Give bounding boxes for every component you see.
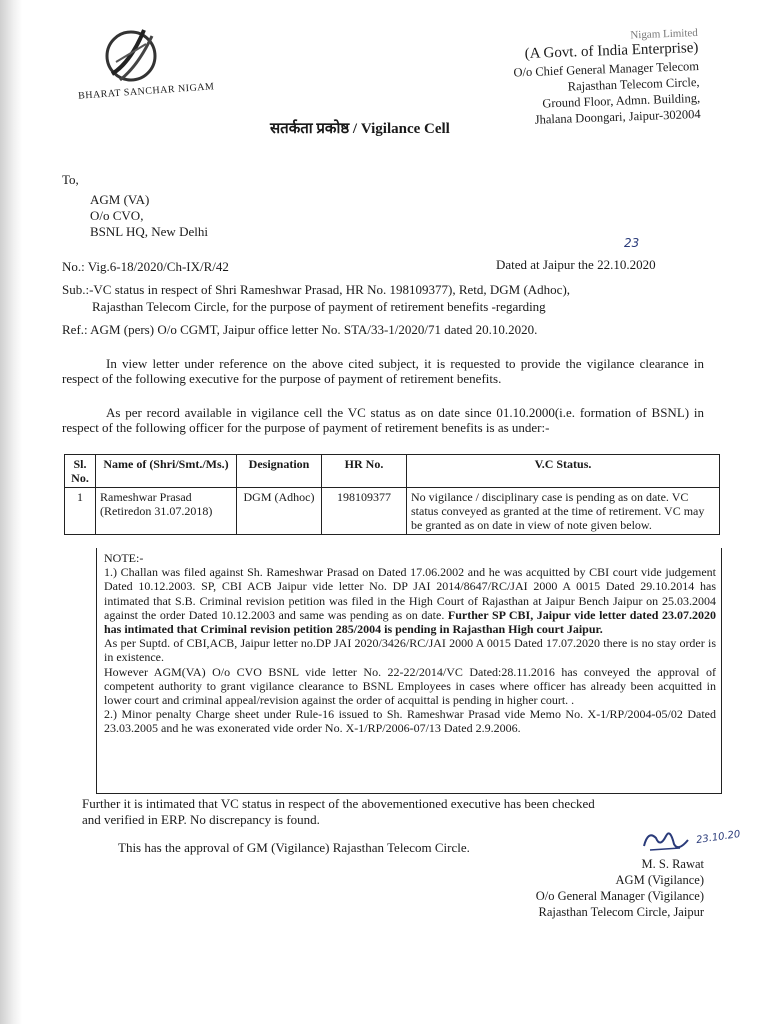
letter-date: Dated at Jaipur the 22.10.2020 <box>496 257 656 272</box>
note-content <box>104 551 716 736</box>
note-point-1-bold: Further SP CBI, Jaipur vide letter dated 23.07.2020 has intimated that Criminal revision petition 285/2004 is pending in Rajasthan High court Jaipur. <box>104 607 717 637</box>
note-point-approval: However AGM(VA) O/o CVO BSNL vide letter No. 22-22/2014/VC Dated:28.11.2016 has conveyed the approval of competent authority to grant vigilance clearance to BSNL Employees in cases where officer has already been acquitted in lower court and criminal appeal/revision against the order of acquittal is pending in higher court. . <box>104 664 716 708</box>
reference-line: Ref.: AGM (pers) O/o CGMT, Jaipur office letter No. STA/33-1/2020/71 dated 20.10.2020. <box>62 322 538 337</box>
header-designation: Designation <box>237 455 322 488</box>
signature-scribble-icon <box>640 826 696 856</box>
approval-line: This has the approval of GM (Vigilance) Rajasthan Telecom Circle. <box>118 840 470 855</box>
city-line: Jhalana Doongari, Jaipur-302004 <box>534 106 702 127</box>
note-title: NOTE:- <box>104 551 144 565</box>
cell-sl: 1 <box>65 488 96 535</box>
circle-line: Rajasthan Telecom Circle, <box>567 74 701 94</box>
signatory-office: O/o General Manager (Vigilance) <box>535 889 704 903</box>
letter-number: No.: Vig.6-18/2020/Ch-IX/R/42 <box>62 259 229 274</box>
subject-line-2: Rajasthan Telecom Circle, for the purpose of payment of retirement benefits -regarding <box>92 299 546 314</box>
header-name: Name of (Shri/Smt./Ms.) <box>96 455 237 488</box>
note-point-2: 2.) Minor penalty Charge sheet under Rule-16 issued to Sh. Rameshwar Prasad vide Memo No. X-1/RP/2004-05/02 Dated 23.03.2005 and he was exonerated vide order No. X-1/RP/2006-07/13 Dated 2.9.2006. <box>104 707 716 736</box>
cell-vc-status: No vigilance / disciplinary case is pending as on date. VC status conveyed as granted at the time of retirement. VC may be granted as on date in view of note given below. <box>407 488 720 535</box>
closing-line-2: and verified in ERP. No discrepancy is found. <box>82 812 320 827</box>
cell-designation: DGM (Adhoc) <box>237 488 322 535</box>
cell-name: Rameshwar Prasad (Retiredon 31.07.2018) <box>96 488 237 535</box>
to-line-1: AGM (VA) <box>90 192 150 207</box>
govt-line: (A Govt. of India Enterprise) <box>524 39 699 63</box>
signatory-title: AGM (Vigilance) <box>615 873 704 887</box>
vigilance-cell-title: सतर्कता प्रकोष्ठ / Vigilance Cell <box>270 121 450 137</box>
paragraph-2: As per record available in vigilance cell the VC status as on date since 01.10.2000(i.e. formation of BSNL) in respect of the following officer for the purpose of payment of retirement benefits is as under:- <box>62 405 704 435</box>
header-hr-no: HR No. <box>322 455 407 488</box>
floor-line: Ground Floor, Admn. Building, <box>542 90 701 111</box>
subject-line-1: Sub.:-VC status in respect of Shri Rameshwar Prasad, HR No. 198109377), Retd, DGM (Adhoc), <box>62 282 571 297</box>
to-line-2: O/o CVO, <box>90 208 144 223</box>
note-point-1: 1.) Challan was filed against Sh. Rameshwar Prasad on Dated 17.06.2002 and he was acquitted by CBI court vide judgement Dated 10.12.2003. SP, CBI ACB Jaipur vide letter No. DP JAI 2014/8647/RC/JAI 2000 A 0015 Dated 29.10.2014 has intimated that S.B. Criminal revision petition was filed in the High Court of Rajasthan at Jaipur Bench Jaipur on 25.03.2004 against the order Dated 10.12.2003 and same was pending as on date. <box>104 565 716 622</box>
header-sl: Sl. No. <box>65 455 96 488</box>
date-handwritten-correction: 23 <box>624 236 640 250</box>
header-vc-status: V.C Status. <box>407 455 720 488</box>
office-line: O/o Chief General Manager Telecom <box>513 58 700 80</box>
bsnl-logo-icon <box>100 22 162 94</box>
letterhead-address <box>512 28 701 128</box>
to-line-3: BSNL HQ, New Delhi <box>90 224 208 239</box>
signature-date: 23.10.20 <box>695 828 742 847</box>
signatory-name: M. S. Rawat <box>641 857 704 871</box>
table-header-row <box>65 455 720 488</box>
table-row <box>65 488 720 535</box>
note-point-stay: As per Suptd. of CBI,ACB, Jaipur letter no.DP JAI 2020/3426/RC/JAI 2000 A 0015 Dated 17.07.2020 there is no stay order is in existence. <box>104 636 716 665</box>
company-name-partial: Nigam Limited <box>630 27 699 42</box>
closing-line-1: Further it is intimated that VC status in respect of the abovementioned executive has been checked <box>82 796 595 811</box>
cell-hr-no: 198109377 <box>322 488 407 535</box>
logo-text: BHARAT SANCHAR NIGAM <box>77 81 215 102</box>
paragraph-1: In view letter under reference on the above cited subject, it is requested to provide the vigilance clearance in respect of the following executive for the purpose of payment of retirement benefits. <box>62 356 704 386</box>
page-edge-shadow <box>0 0 22 1024</box>
vc-status-table <box>64 454 720 535</box>
to-label: To, <box>62 172 79 187</box>
signatory-circle: Rajasthan Telecom Circle, Jaipur <box>538 905 704 919</box>
